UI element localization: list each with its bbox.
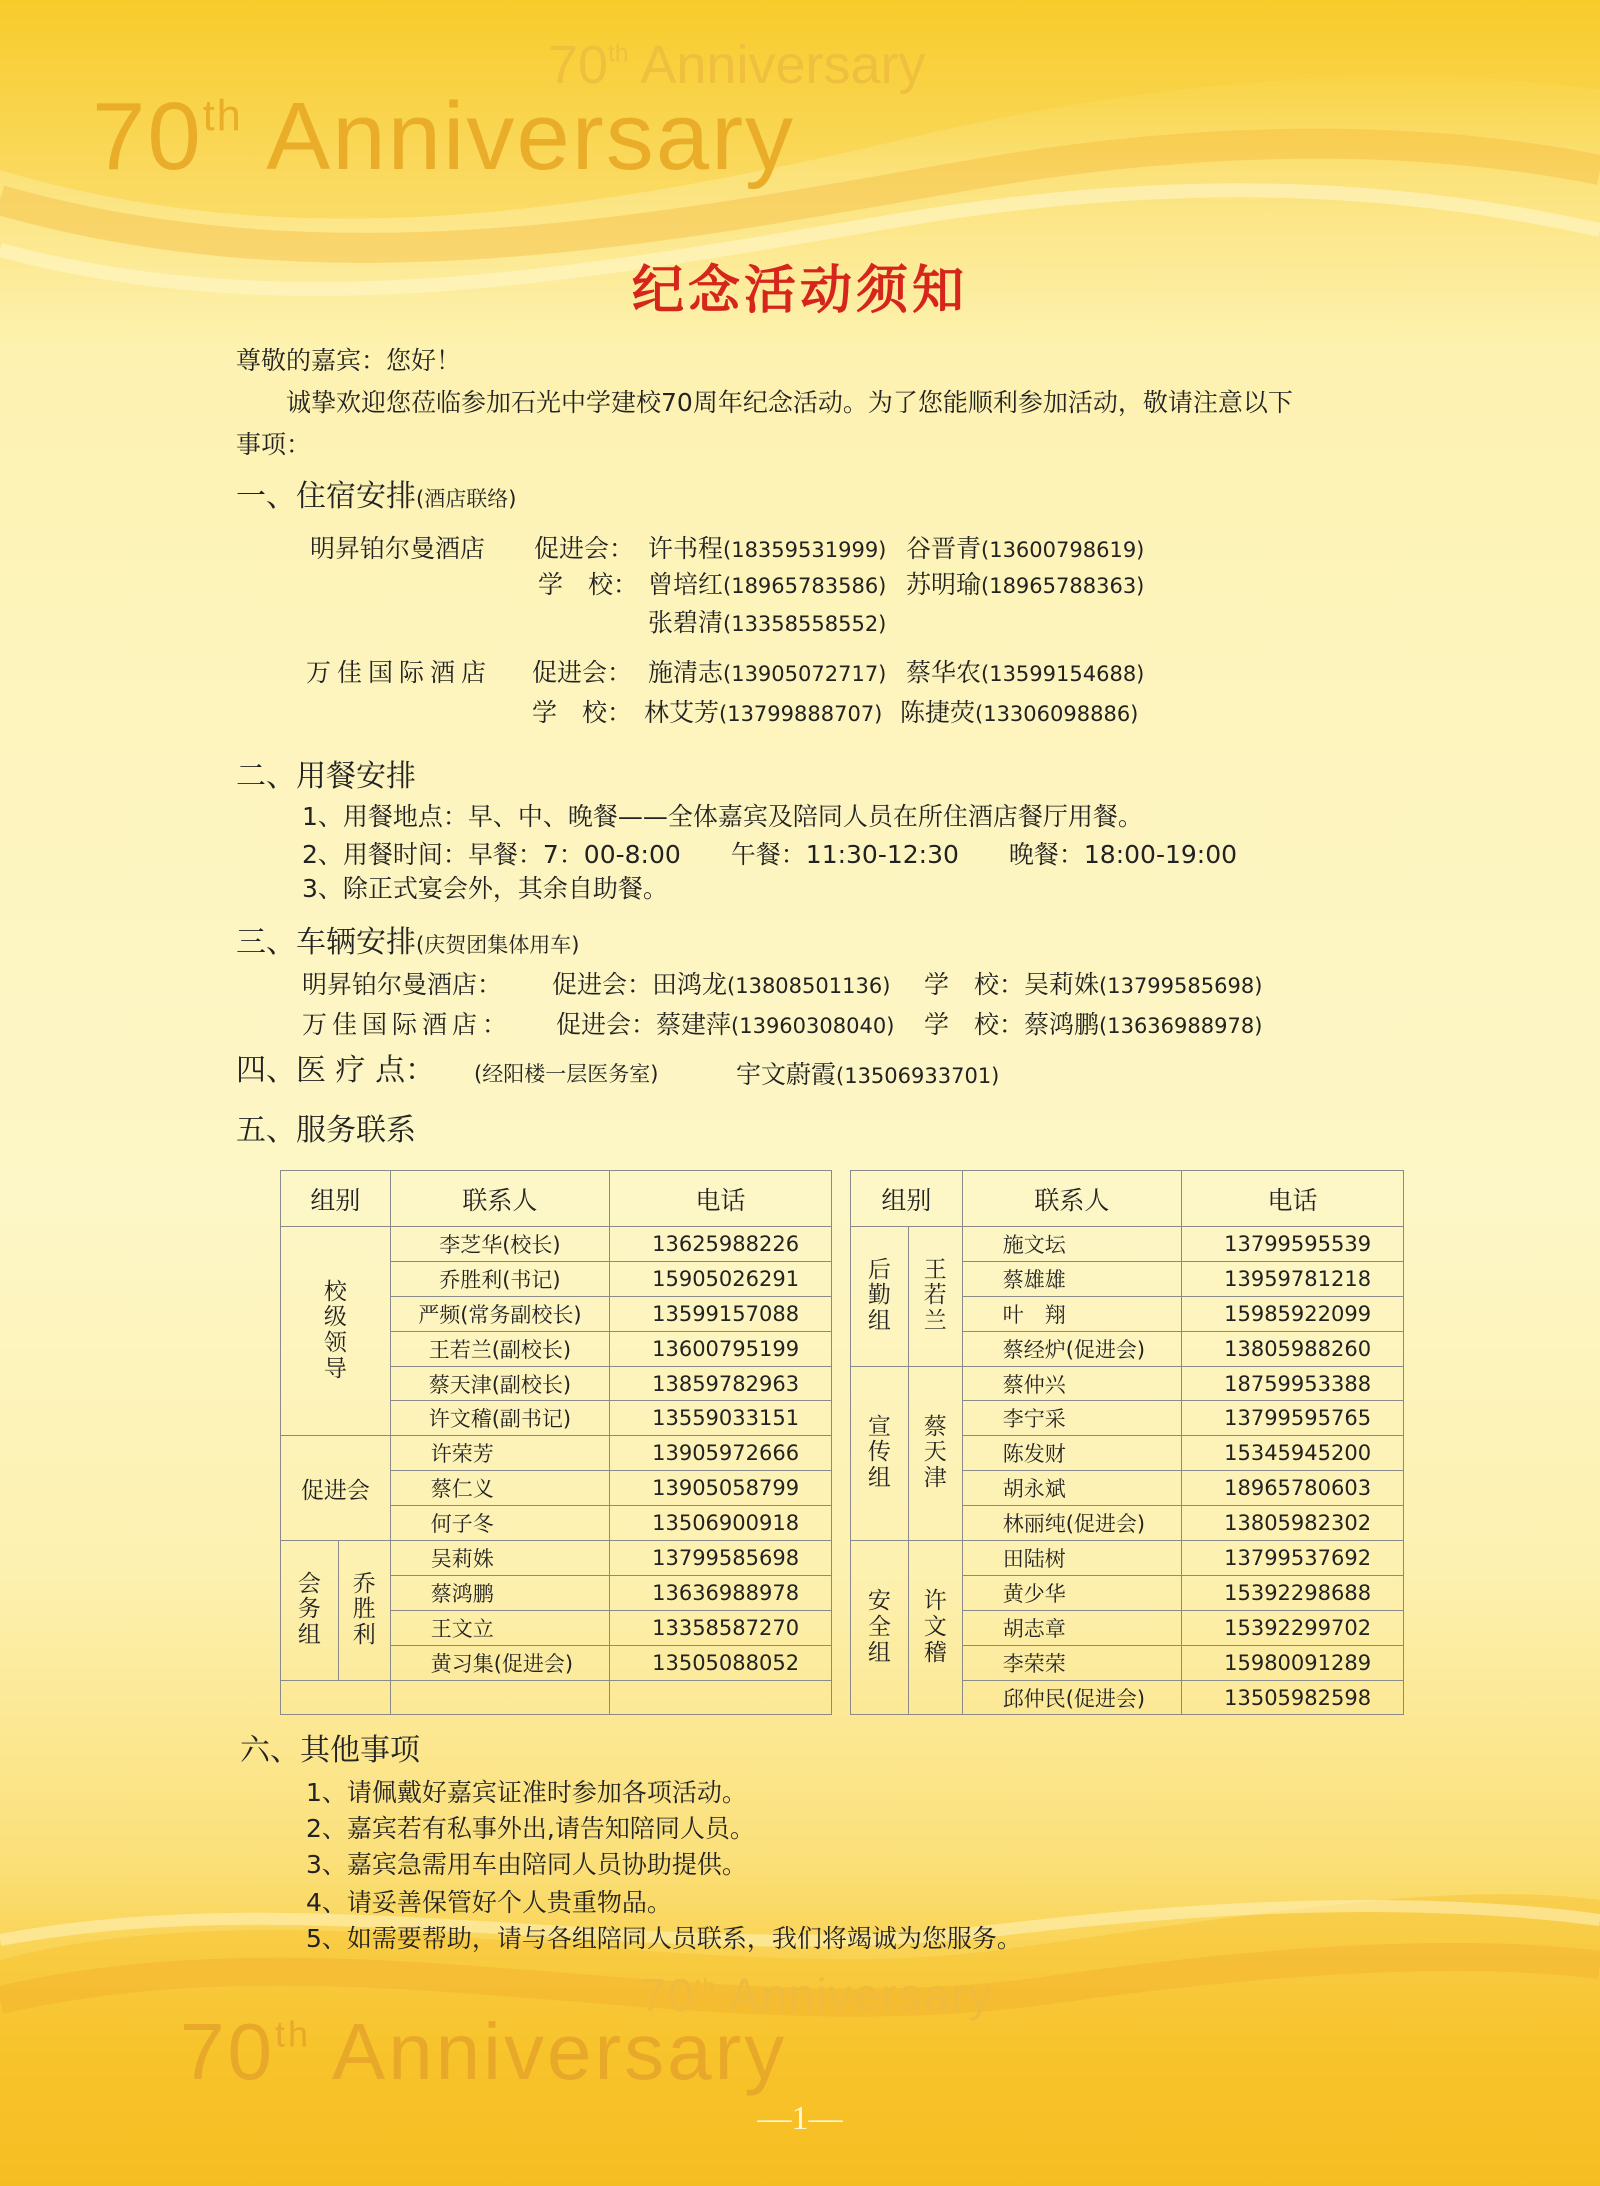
- group-logistics-lead: 王若兰: [908, 1227, 962, 1367]
- contact-name: 胡永斌: [962, 1471, 1181, 1506]
- contact-phone: 18759953388: [1182, 1366, 1404, 1401]
- hotel1-school-contact-3: 张碧清(13358558552): [648, 608, 887, 637]
- contact-name: 王若兰(副校长): [390, 1331, 609, 1366]
- contact-phone: 13559033151: [610, 1401, 832, 1436]
- vehicle-hotel2-school: 学 校：蔡鸿鹏(13636988978): [924, 1010, 1263, 1039]
- group-affairs: 会务组: [281, 1541, 339, 1681]
- contact-phone: 13799585698: [610, 1541, 832, 1576]
- header-contact: 联系人: [962, 1171, 1181, 1227]
- group-publicity: 宣传组: [851, 1366, 909, 1540]
- vehicle-hotel1-school: 学 校：吴莉姝(13799585698): [924, 970, 1263, 999]
- contact-name: 蔡仁义: [390, 1471, 609, 1506]
- group-security-lead: 许文稽: [908, 1541, 962, 1715]
- contact-name: 蔡鸿鹏: [390, 1575, 609, 1610]
- group-promotion-association: 促进会: [281, 1436, 391, 1541]
- group-logistics: 后勤组: [851, 1227, 909, 1367]
- contacts-table-left: [280, 1170, 832, 1715]
- empty-cell: [281, 1680, 391, 1715]
- group-publicity-lead: 蔡天津: [908, 1366, 962, 1540]
- section-vehicles-title: 三、车辆安排(庆贺团集体用车): [236, 925, 580, 960]
- intro-line-1: 诚挚欢迎您莅临参加石光中学建校70周年纪念活动。为了您能顺利参加活动，敬请注意以下: [286, 388, 1293, 417]
- contact-name: 王文立: [390, 1610, 609, 1645]
- contact-phone: 15985922099: [1182, 1296, 1404, 1331]
- header-contact: 联系人: [390, 1171, 609, 1227]
- section-other-title: 六、其他事项: [240, 1733, 420, 1768]
- hotel1-assoc-contact-1: 许书程(18359531999): [648, 534, 887, 563]
- contact-phone: 13505088052: [610, 1645, 832, 1680]
- group-school-leaders: 校级领导: [281, 1227, 391, 1436]
- contact-phone: 13625988226: [610, 1227, 832, 1262]
- contact-phone: 13600795199: [610, 1331, 832, 1366]
- contact-phone: 15392299702: [1182, 1610, 1404, 1645]
- hotel1-assoc-contact-2: 谷晋青(13600798619): [906, 534, 1145, 563]
- contact-name: 叶 翔: [962, 1296, 1181, 1331]
- hotel2-assoc-label: 促进会：: [532, 658, 633, 687]
- group-security: 安全组: [851, 1541, 909, 1715]
- contact-phone: 13799537692: [1182, 1541, 1404, 1576]
- contact-phone: 13859782963: [610, 1366, 832, 1401]
- watermark-top-small: 70th Anniversary: [548, 35, 926, 95]
- empty-cell: [610, 1680, 832, 1715]
- other-item: 1、请佩戴好嘉宾证准时参加各项活动。: [306, 1778, 747, 1807]
- hotel1-school-label: 学 校：: [538, 570, 639, 599]
- contact-name: 蔡经炉(促进会): [962, 1331, 1181, 1366]
- contact-phone: 18965780603: [1182, 1471, 1404, 1506]
- contact-name: 李芝华(校长): [390, 1227, 609, 1262]
- hotel1-name: 明昇铂尔曼酒店: [310, 534, 486, 563]
- contact-name: 严频(常务副校长): [390, 1296, 609, 1331]
- watermark-bottom-large: 70th Anniversary: [180, 2007, 788, 2096]
- contact-name: 施文坛: [962, 1227, 1181, 1262]
- other-item: 5、如需要帮助，请与各组陪同人员联系，我们将竭诚为您服务。: [306, 1924, 1022, 1953]
- contact-phone: 13358587270: [610, 1610, 832, 1645]
- contact-phone: 15905026291: [610, 1261, 832, 1296]
- contact-name: 许荣芳: [390, 1436, 609, 1471]
- contact-phone: 15392298688: [1182, 1575, 1404, 1610]
- contact-name: 蔡天津(副校长): [390, 1366, 609, 1401]
- contact-phone: 13905972666: [610, 1436, 832, 1471]
- contacts-table-right: [850, 1170, 1404, 1715]
- contact-name: 陈发财: [962, 1436, 1181, 1471]
- contact-name: 何子冬: [390, 1506, 609, 1541]
- empty-cell: [390, 1680, 609, 1715]
- header-group: 组别: [851, 1171, 963, 1227]
- header-phone: 电话: [1182, 1171, 1404, 1227]
- vehicle-hotel2-name: 万佳国际酒店：: [302, 1010, 513, 1039]
- contact-name: 黄少华: [962, 1575, 1181, 1610]
- vehicle-hotel1-name: 明昇铂尔曼酒店：: [302, 970, 503, 999]
- header-phone: 电话: [610, 1171, 832, 1227]
- contact-phone: 13905058799: [610, 1471, 832, 1506]
- contact-phone: 15980091289: [1182, 1645, 1404, 1680]
- other-item: 3、嘉宾急需用车由陪同人员协助提供。: [306, 1850, 747, 1879]
- page-number: —1—: [757, 2100, 843, 2137]
- medical-contact: 宇文蔚霞(13506933701): [736, 1060, 1000, 1089]
- contact-phone: 13636988978: [610, 1575, 832, 1610]
- section-accommodation-title: 一、住宿安排(酒店联络): [236, 479, 517, 514]
- contact-name: 黄习集(促进会): [390, 1645, 609, 1680]
- contact-name: 李荣荣: [962, 1645, 1181, 1680]
- contact-phone: 13799595765: [1182, 1401, 1404, 1436]
- contact-phone: 13799595539: [1182, 1227, 1404, 1262]
- contact-name: 林丽纯(促进会): [962, 1506, 1181, 1541]
- watermark-bottom-small: 70th Anniversary: [640, 1969, 994, 2021]
- greeting: 尊敬的嘉宾：您好！: [236, 346, 462, 375]
- section-contacts-title: 五、服务联系: [236, 1113, 416, 1148]
- contact-phone: 13599157088: [610, 1296, 832, 1331]
- contact-name: 邱仲民(促进会): [962, 1680, 1181, 1715]
- hotel2-assoc-contact-2: 蔡华农(13599154688): [906, 658, 1145, 687]
- hotel2-assoc-contact-1: 施清志(13905072717): [648, 658, 887, 687]
- other-item: 2、嘉宾若有私事外出,请告知陪同人员。: [306, 1814, 755, 1843]
- contact-name: 李宁采: [962, 1401, 1181, 1436]
- contact-name: 胡志章: [962, 1610, 1181, 1645]
- contact-phone: 13959781218: [1182, 1261, 1404, 1296]
- page-title: 纪念活动须知: [631, 261, 968, 321]
- contact-name: 许文稽(副书记): [390, 1401, 609, 1436]
- contact-phone: 15345945200: [1182, 1436, 1404, 1471]
- contact-name: 吴莉姝: [390, 1541, 609, 1576]
- hotel1-school-contact-1: 曾培红(18965783586): [648, 570, 887, 599]
- contact-name: 蔡仲兴: [962, 1366, 1181, 1401]
- contact-phone: 13506900918: [610, 1506, 832, 1541]
- contact-phone: 13805982302: [1182, 1506, 1404, 1541]
- other-item: 4、请妥善保管好个人贵重物品。: [306, 1888, 672, 1917]
- dining-line-1: 1、用餐地点：早、中、晚餐——全体嘉宾及陪同人员在所住酒店餐厅用餐。: [302, 802, 1143, 831]
- section-medical-title: 四、医 疗 点：: [236, 1053, 436, 1088]
- hotel2-name: 万佳国际酒店: [306, 658, 493, 687]
- section-dining-title: 二、用餐安排: [236, 759, 416, 794]
- medical-place: (经阳楼一层医务室): [474, 1062, 659, 1086]
- hotel1-school-contact-2: 苏明瑜(18965788363): [906, 570, 1145, 599]
- contact-name: 乔胜利(书记): [390, 1261, 609, 1296]
- intro-line-2: 事项：: [236, 430, 312, 459]
- vehicle-hotel2-assoc: 促进会：蔡建萍(13960308040): [556, 1010, 895, 1039]
- contact-name: 田陆树: [962, 1541, 1181, 1576]
- contact-phone: 13505982598: [1182, 1680, 1404, 1715]
- contact-name: 蔡雄雄: [962, 1261, 1181, 1296]
- vehicle-hotel1-assoc: 促进会：田鸿龙(13808501136): [552, 970, 891, 999]
- hotel2-school-contact-2: 陈捷荧(13306098886): [900, 698, 1139, 727]
- dining-line-3: 3、除正式宴会外，其余自助餐。: [302, 874, 668, 903]
- hotel2-school-label: 学 校：: [532, 698, 633, 727]
- watermark-top-large: 70th Anniversary: [92, 83, 796, 190]
- contact-phone: 13805988260: [1182, 1331, 1404, 1366]
- header-group: 组别: [281, 1171, 391, 1227]
- hotel2-school-contact-1: 林艾芳(13799888707): [644, 698, 883, 727]
- group-affairs-lead: 乔胜利: [338, 1541, 390, 1681]
- hotel1-assoc-label: 促进会：: [534, 534, 635, 563]
- dining-line-2: 2、用餐时间：早餐：7：00-8:00 午餐：11:30-12:30 晚餐：18:00-19:00: [302, 840, 1238, 869]
